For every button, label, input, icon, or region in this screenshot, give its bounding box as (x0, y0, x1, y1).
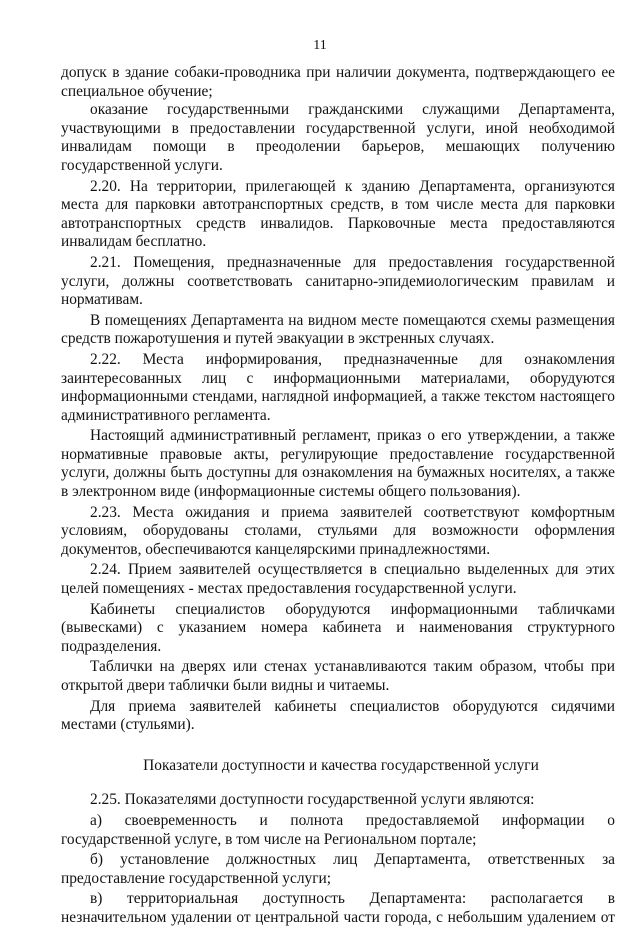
paragraph-assistance: оказание государственными гражданскими служащими Департамента, участвующими в предоставлении государственной услуги, иной необходимой инвалидам помощи в преодолении барьеров, мешающих получению государственной услуги. (61, 101, 615, 174)
paragraph-regulation-access: Настоящий административный регламент, приказ о его утверждении, а также нормативные правовые акты, регулирующие предоставление государственной услуги, должны быть доступны для ознакомления на бумажных носителях, а также в электронном виде (информационные системы общего пользования). (61, 427, 615, 501)
paragraph-item-b: б) установление должностных лиц Департамента, ответственных за предоставление государственной услуги; (61, 851, 615, 887)
paragraph-door-signs: Таблички на дверях или стенах устанавливаются таким образом, чтобы при открытой двери таблички были видны и читаемы. (61, 658, 615, 694)
paragraph-item-c: в) территориальная доступность Департамента: располагается в незначительном удалении от центральной части города, с небольшим удалением от (61, 890, 615, 926)
document-body (61, 64, 615, 928)
page-number: 11 (313, 38, 327, 53)
paragraph-2-24: 2.24. Прием заявителей осуществляется в специально выделенных для этих целей помещениях - местах предоставления государственной услуги. (61, 561, 615, 598)
paragraph-2-22: 2.22. Места информирования, предназначенные для ознакомления заинтересованных лиц с информационными материалами, оборудуются информационными стендами, наглядной информацией, а также текстом настоящего административного регламента. (61, 350, 615, 424)
paragraph-cabinets: Кабинеты специалистов оборудуются информационными табличками (вывесками) с указанием номера кабинета и наименования структурного подразделения. (61, 600, 615, 655)
paragraph-guide-dog: допуск в здание собаки-проводника при наличии документа, подтверждающего ее специальное обучение; (61, 64, 615, 100)
paragraph-2-25: 2.25. Показателями доступности государственной услуги являются: (90, 791, 535, 809)
paragraph-2-20: 2.20. На территории, прилегающей к зданию Департамента, организуются места для парковки автотранспортных средств, в том числе места для парковки автотранспортных средств инвалидов. Парковочные места предоставляются инвалидам бесплатно. (61, 177, 615, 251)
paragraph-2-23: 2.23. Места ожидания и приема заявителей соответствуют комфортным условиям, оборудованы столами, стульями для возможности оформления документов, обеспечиваются канцелярскими принадлежностями. (61, 503, 615, 558)
paragraph-seating: Для приема заявителей кабинеты специалистов оборудуются сидячими местами (стульями). (61, 697, 615, 734)
paragraph-2-21: 2.21. Помещения, предназначенные для предоставления государственной услуги, должны соответствовать санитарно-эпидемиологическим правилам и нормативам. (61, 253, 615, 309)
paragraph-item-a: а) своевременность и полнота предоставляемой информации о государственной услуге, в том числе на Региональном портале; (61, 811, 615, 848)
paragraph-evacuation-schemes: В помещениях Департамента на видном месте помещаются схемы размещения средств пожаротушения и путей эвакуации в экстренных случаях. (61, 311, 615, 348)
section-title: Показатели доступности и качества государственной услуги (143, 756, 539, 774)
